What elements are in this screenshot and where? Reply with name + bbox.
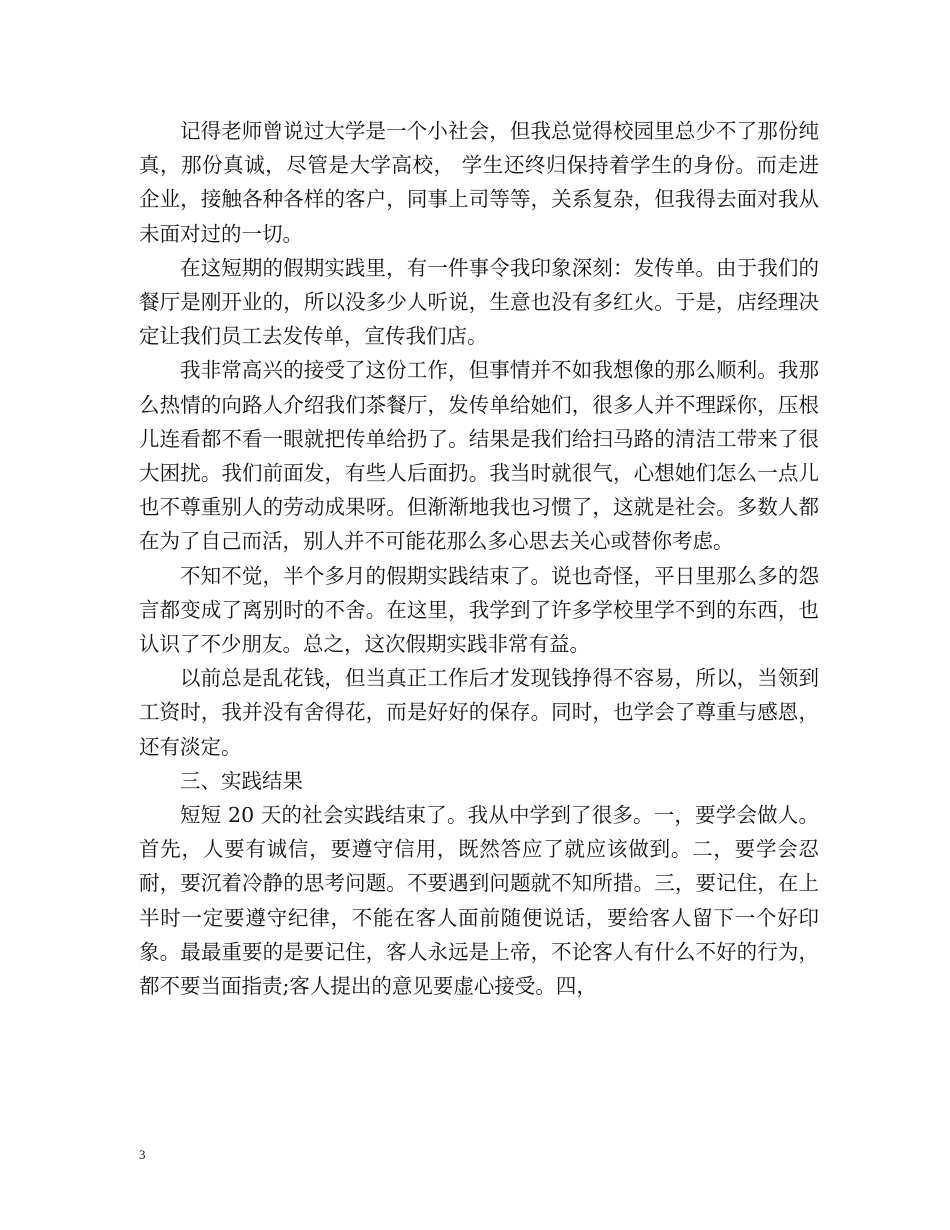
paragraph: 记得老师曾说过大学是一个小社会，但我总觉得校园里总少不了那份纯真，那份真诚，尽管是大学高校， 学生还终归保持着学生的身份。而走进企业，接触各种各样的客户，同事上司等等，关系复杂，但我得去面对我从未面对过的一切。: [139, 119, 819, 246]
paragraph: 我非常高兴的接受了这份工作，但事情并不如我想像的那么顺利。我那么热情的向路人介绍我们茶餐厅，发传单给她们，很多人并不理踩你，压根儿连看都不看一眼就把传单给扔了。结果是我们给扫马路的清洁工带来了很大困扰。我们前面发，有些人后面扔。我当时就很气，心想她们怎么一点儿也不尊重别人的劳动成果呀。但渐渐地我也习惯了，这就是社会。多数人都在为了自己而活，别人并不可能花那么多心思去关心或替你考虑。: [139, 358, 819, 554]
paragraph: 短短 20 天的社会实践结束了。我从中学到了很多。一，要学会做人。首先，人要有诚信，要遵守信用，既然答应了就应该做到。二，要学会忍耐，要沉着冷静的思考问题。不要遇到问题就不知所措。三，要记住，在上半时一定要遵守纪律，不能在客人面前随便说话，要给客人留下一个好印象。最最重要的是要记住，客人永远是上帝，不论客人有什么不好的行为，都不要当面指责;客人提出的意见要虚心接受。四，: [139, 803, 819, 999]
section-heading: 三、实践结果: [180, 768, 303, 793]
page-number: 3: [139, 1147, 146, 1162]
paragraph: 以前总是乱花钱，但当真正工作后才发现钱挣得不容易，所以，当领到工资时，我并没有舍得花，而是好好的保存。同时，也学会了尊重与感恩，还有淡定。: [139, 666, 819, 759]
paragraph: 在这短期的假期实践里，有一件事令我印象深刻：发传单。由于我们的餐厅是刚开业的，所以没多少人听说，生意也没有多红火。于是，店经理决定让我们员工去发传单，宣传我们店。: [139, 255, 819, 349]
body-text: [139, 114, 819, 1003]
paragraph: 不知不觉，半个多月的假期实践结束了。说也奇怪，平日里那么多的怨言都变成了离别时的不舍。在这里，我学到了许多学校里学不到的东西，也认识了不少朋友。总之，这次假期实践非常有益。: [139, 563, 819, 657]
